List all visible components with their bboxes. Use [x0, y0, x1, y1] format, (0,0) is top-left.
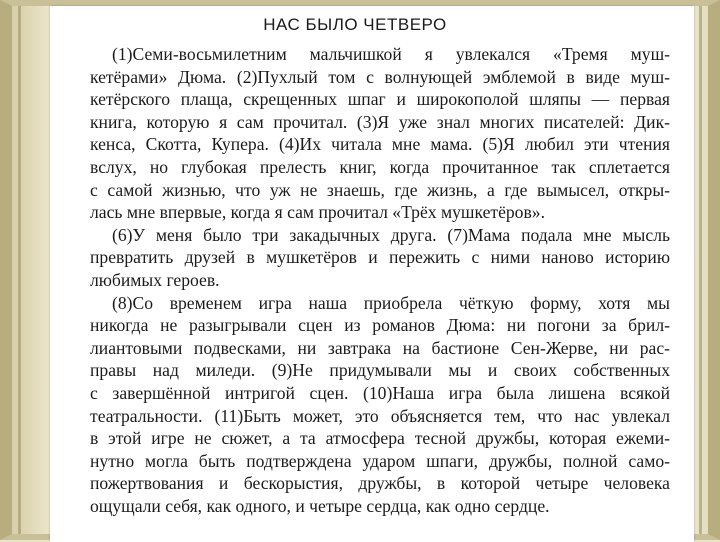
text-line: нутно могла быть подтверждена ударом шпаги, дружбы, полной само- [90, 450, 670, 471]
page-title: НАС БЫЛО ЧЕТВЕРО [263, 15, 447, 34]
text-line: лась мне впервые, когда я сам прочитал «Трёх мушкетёров». [90, 202, 545, 223]
text-line: кетёрского плаща, скрещенных шпаг и широкополой шляпы — первая [90, 89, 670, 110]
text-line: с завершённой интригой сцен. (10)Наша игра была лишена всякой [90, 382, 670, 403]
text-line: лиантовыми подвесками, ни завтрака на бастионе Сен-Жерве, ни рас- [90, 337, 670, 358]
text-body [90, 43, 670, 517]
text-line: кенса, Скотта, Купера. (4)Их читала мне мама. (5)Я любил эти чтения [90, 134, 670, 155]
text-line: любимых героев. [90, 269, 220, 290]
text-line: (6)У меня было три закадычных друга. (7)Мама подала мне мысль [112, 224, 670, 245]
text-line: вслух, но глубокая прелесть книг, когда прочитанное так сплетается [90, 156, 670, 177]
text-line: превратить друзей в мушкетёров и пережить с ними наново историю [90, 247, 670, 268]
text-line: ощущали себя, как одного, и четыре сердца, как одно сердце. [90, 495, 550, 516]
text-line: правы над миледи. (9)Не придумывали мы и своих собственных [90, 360, 670, 381]
text-line: никогда не разыгрывали сцен из романов Дюма: ни погони за брил- [90, 315, 670, 336]
text-line: (1)Семи-восьмилетним мальчишкой я увлекался «Тремя муш- [112, 44, 670, 64]
document-page [50, 6, 694, 542]
text-line: (8)Со временем игра наша приобрела чёткую форму, хотя мы [112, 292, 670, 313]
text-line: пожертвования и бескорыстия, дружбы, в которой четыре человека [90, 473, 670, 494]
text-line: книга, которую я сам прочитал. (3)Я уже знал многих писателей: Дик- [90, 111, 670, 132]
text-line: кетёрами» Дюма. (2)Пухлый том с волнующей эмблемой в виде муш- [90, 66, 670, 87]
text-line: театральности. (11)Быть может, это объясняется тем, что нас увлекал [90, 405, 670, 426]
text-line: с самой жизнью, что уж не знаешь, где жизнь, а где вымысел, откры- [90, 179, 670, 200]
text-line: в этой игре не сюжет, а та атмосфера тесной дружбы, которая ежеми- [90, 428, 670, 449]
